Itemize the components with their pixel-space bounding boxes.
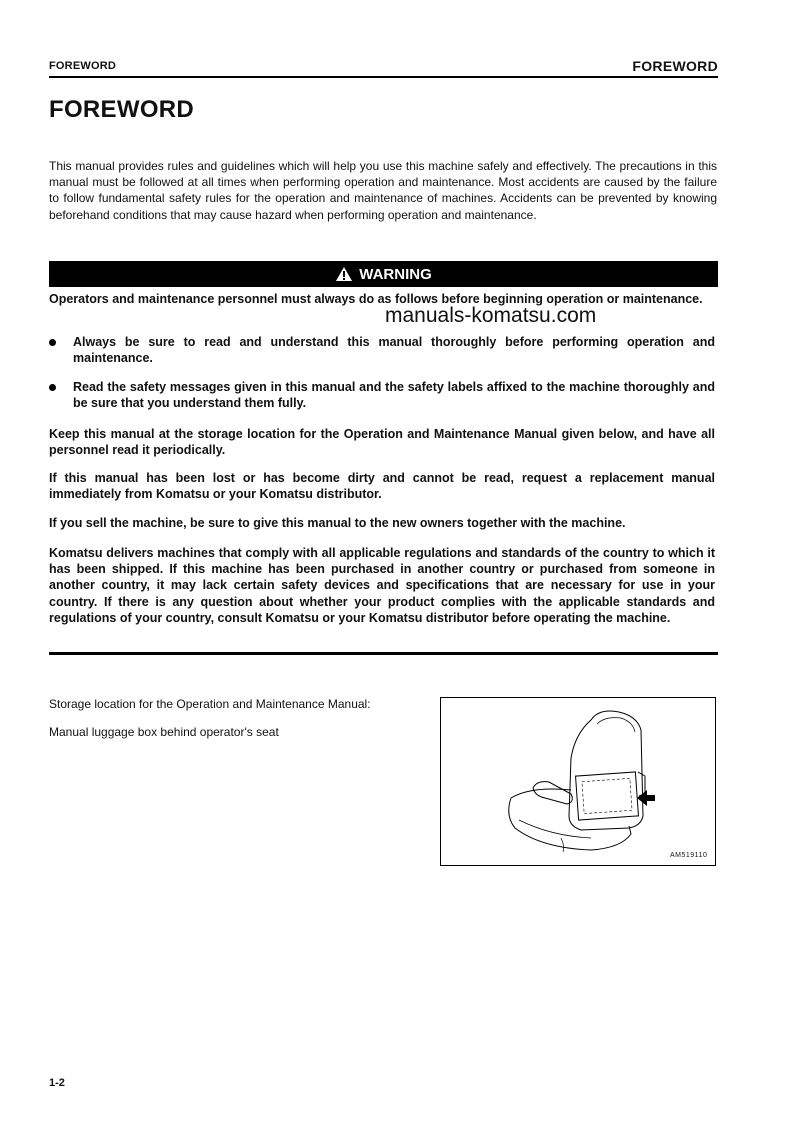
warning-paragraph bbox=[49, 470, 715, 502]
warning-bullet bbox=[49, 379, 715, 411]
warning-triangle-icon bbox=[335, 266, 353, 282]
page-number: 1-2 bbox=[49, 1077, 65, 1089]
bullet-icon bbox=[49, 339, 56, 346]
warning-paragraph bbox=[49, 515, 715, 531]
bullet-icon bbox=[49, 384, 56, 391]
warning-paragraph-text: If you sell the machine, be sure to give this manual to the new owners together with the machine. bbox=[49, 516, 626, 530]
watermark-text: manuals-komatsu.com bbox=[385, 304, 597, 327]
running-header-right: FOREWORD bbox=[632, 58, 718, 74]
seat-figure bbox=[440, 697, 716, 866]
storage-location: Manual luggage box behind operator's seat bbox=[49, 725, 279, 739]
warning-body bbox=[49, 291, 715, 307]
bullet-text: Read the safety messages given in this manual and the safety labels affixed to the machine thoroughly and be sure that you understand them fully. bbox=[73, 380, 715, 411]
page-title: FOREWORD bbox=[49, 96, 195, 123]
warning-lead: Operators and maintenance personnel must always do as follows before beginning operation or maintenance. bbox=[49, 292, 703, 306]
warning-paragraph bbox=[49, 426, 715, 458]
operator-seat-illustration bbox=[441, 698, 715, 865]
warning-label: WARNING bbox=[359, 265, 432, 283]
storage-title: Storage location for the Operation and Maintenance Manual: bbox=[49, 697, 371, 711]
warning-end-rule bbox=[49, 652, 718, 655]
figure-code: AM519110 bbox=[670, 852, 708, 859]
warning-paragraph-text: If this manual has been lost or has become dirty and cannot be read, request a replacement manual immediately from Komatsu or your Komatsu distributor. bbox=[49, 471, 715, 502]
warning-banner bbox=[49, 261, 718, 287]
bullet-text: Always be sure to read and understand this manual thoroughly before performing operation and maintenance. bbox=[73, 335, 715, 366]
intro-paragraph: This manual provides rules and guidelines which will help you use this machine safely and effectively. The precautions in this manual must be followed at all times when performing operation and maintenance. Most accidents are caused by the failure to follow fundamental safety rules for the operation and maintenance of machines. Accidents can be prevented by knowing beforehand conditions that may cause hazard when performing operation and maintenance. bbox=[49, 159, 717, 222]
warning-bullet bbox=[49, 334, 715, 366]
warning-paragraph-text: Komatsu delivers machines that comply with all applicable regulations and standards of the country to which it has been shipped. If this machine has been purchased in another country or purchased from someone in another country, it may lack certain safety devices and specifications that are necessary for use in your country. If there is any question about whether your product complies with the applicable standards and regulations of your country, consult Komatsu or your Komatsu distributor before operating the machine. bbox=[49, 546, 715, 625]
warning-paragraph bbox=[49, 545, 715, 626]
running-header-left: FOREWORD bbox=[49, 60, 116, 72]
warning-paragraph-text: Keep this manual at the storage location for the Operation and Maintenance Manual given below, and have all personnel read it periodically. bbox=[49, 427, 715, 458]
header-divider bbox=[49, 76, 718, 78]
